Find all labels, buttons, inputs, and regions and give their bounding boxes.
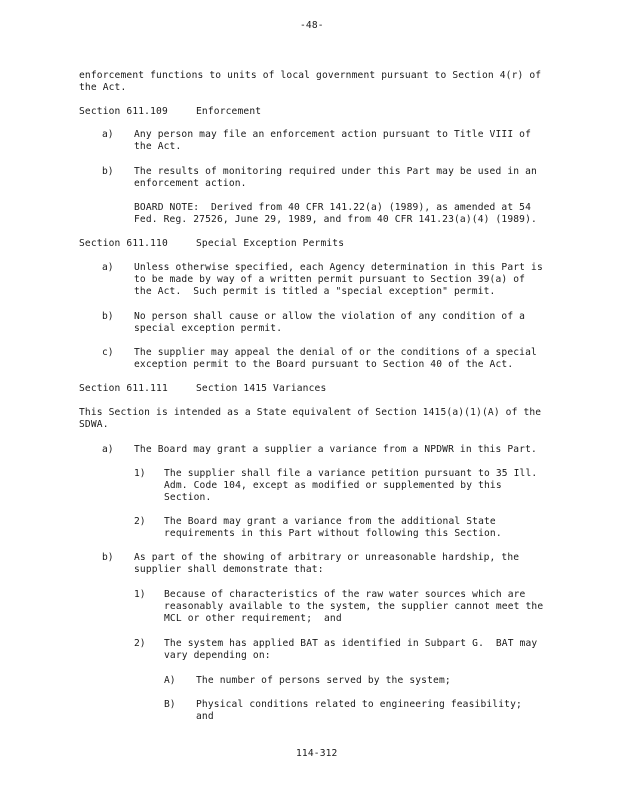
s111-a1-line-1: The supplier shall file a variance petition pursuant to 35 Ill.	[164, 468, 538, 479]
section-110-number: Section 611.110	[79, 238, 168, 249]
intro-line-2: the Act.	[79, 82, 127, 93]
s111-a2-line-1: The Board may grant a variance from the additional State	[164, 516, 496, 527]
s109-a-line-1: Any person may file an enforcement action pursuant to Title VIII of	[134, 129, 532, 140]
section-109-number: Section 611.109	[79, 106, 168, 117]
s110-a-line-1: Unless otherwise specified, each Agency determination in this Part is	[134, 262, 543, 273]
s111-b1-label: 1)	[134, 589, 146, 600]
s111-b1-line-1: Because of characteristics of the raw water sources which are	[164, 589, 526, 600]
s111-b2-line-1: The system has applied BAT as identified in Subpart G. BAT may	[164, 638, 538, 649]
s110-b-line-2: special exception permit.	[134, 323, 283, 334]
s110-c-label: c)	[102, 347, 114, 358]
s111-intro-line-2: SDWA.	[79, 419, 109, 430]
s111-B-line-1: Physical conditions related to engineering feasibility;	[196, 699, 522, 710]
s109-a-label: a)	[102, 129, 114, 140]
s109-b-line-2: enforcement action.	[134, 178, 247, 189]
s111-B-line-2: and	[196, 711, 214, 722]
s110-b-label: b)	[102, 311, 114, 322]
page-number-top: -48-	[300, 20, 324, 31]
s111-a2-label: 2)	[134, 516, 146, 527]
s109-board-note-2: Fed. Reg. 27526, June 29, 1989, and from 40 CFR 141.23(a)(4) (1989).	[134, 214, 537, 225]
section-111-number: Section 611.111	[79, 383, 168, 394]
s111-a1-label: 1)	[134, 468, 146, 479]
s111-b-label: b)	[102, 552, 114, 563]
s110-c-line-2: exception permit to the Board pursuant to Section 40 of the Act.	[134, 359, 514, 370]
s110-c-line-1: The supplier may appeal the denial of or the conditions of a special	[134, 347, 537, 358]
s109-board-note-1: BOARD NOTE: Derived from 40 CFR 141.22(a) (1989), as amended at 54	[134, 202, 532, 213]
s111-b1-line-2: reasonably available to the system, the supplier cannot meet the	[164, 601, 544, 612]
section-111-title: Section 1415 Variances	[196, 383, 327, 394]
s110-a-label: a)	[102, 262, 114, 273]
s111-b-line-1: As part of the showing of arbitrary or unreasonable hardship, the	[134, 552, 520, 563]
page-number-bottom: 114-312	[296, 748, 338, 759]
s111-b1-line-3: MCL or other requirement; and	[164, 613, 342, 624]
s110-b-line-1: No person shall cause or allow the violation of any condition of a	[134, 311, 526, 322]
section-110-title: Special Exception Permits	[196, 238, 345, 249]
s111-A-label: A)	[164, 675, 176, 686]
s111-intro-line-1: This Section is intended as a State equivalent of Section 1415(a)(1)(A) of the	[79, 407, 542, 418]
s109-b-label: b)	[102, 166, 114, 177]
s111-a1-line-2: Adm. Code 104, except as modified or supplemented by this	[164, 480, 502, 491]
s111-a2-line-2: requirements in this Part without following this Section.	[164, 528, 502, 539]
s111-b2-label: 2)	[134, 638, 146, 649]
s111-B-label: B)	[164, 699, 176, 710]
s110-a-line-3: the Act. Such permit is titled a "special exception" permit.	[134, 286, 496, 297]
s111-b2-line-2: vary depending on:	[164, 650, 271, 661]
intro-line-1: enforcement functions to units of local government pursuant to Section 4(r) of	[79, 70, 542, 81]
s111-A-text: The number of persons served by the system;	[196, 675, 451, 686]
s109-a-line-2: the Act.	[134, 141, 182, 152]
s111-a-text: The Board may grant a supplier a variance from a NPDWR in this Part.	[134, 444, 537, 455]
section-109-title: Enforcement	[196, 106, 262, 117]
s109-b-line-1: The results of monitoring required under this Part may be used in an	[134, 166, 537, 177]
s110-a-line-2: to be made by way of a written permit pursuant to Section 39(a) of	[134, 274, 526, 285]
s111-a-label: a)	[102, 444, 114, 455]
s111-a1-line-3: Section.	[164, 492, 212, 503]
s111-b-line-2: supplier shall demonstrate that:	[134, 564, 324, 575]
